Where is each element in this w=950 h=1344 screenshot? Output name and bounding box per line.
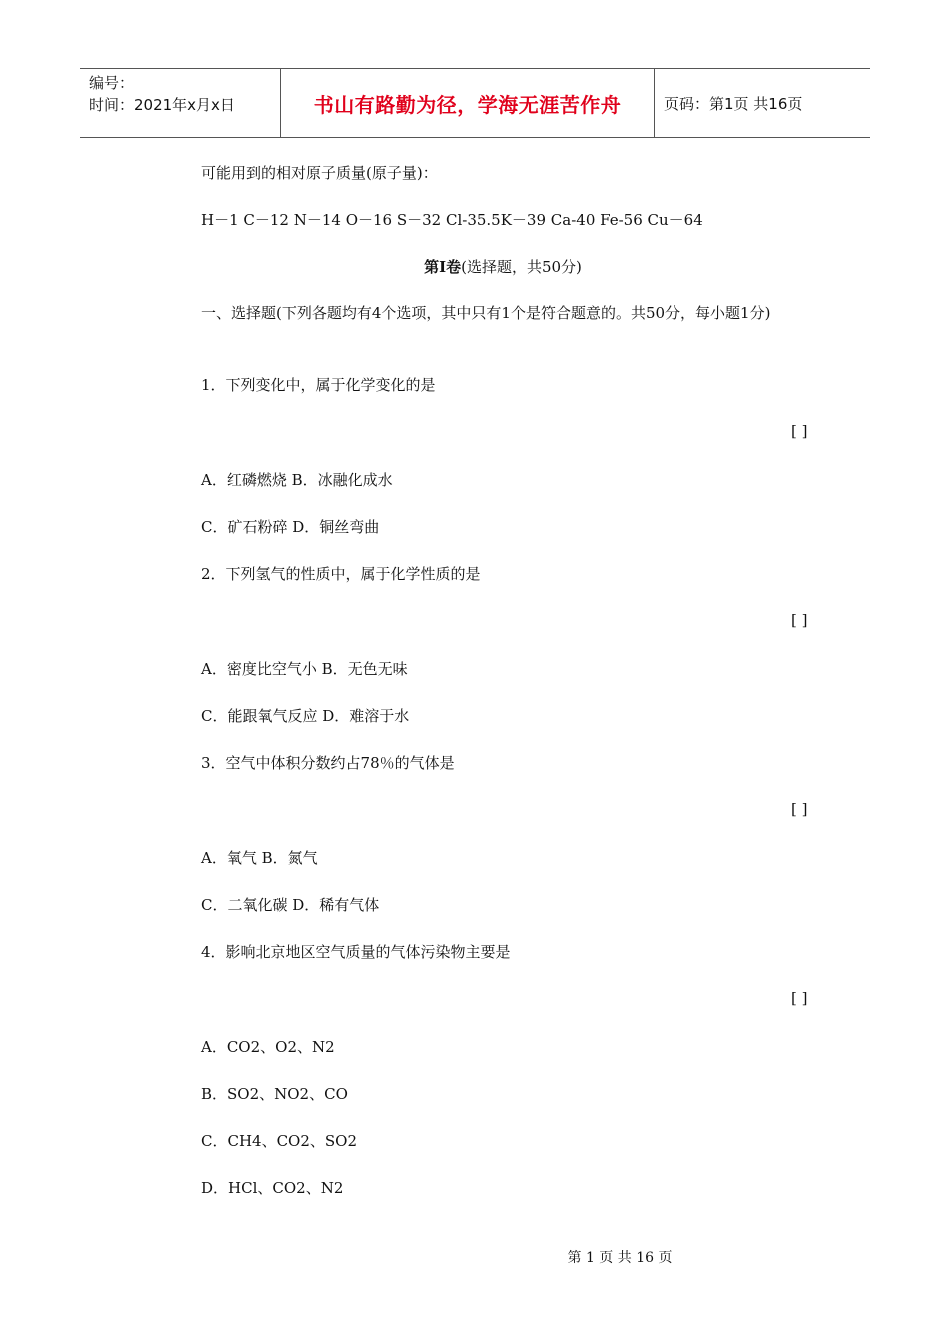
question-option: C．CH4、CO2、SO2: [201, 1132, 358, 1150]
page-header: [80, 68, 870, 138]
page-footer: 第 1 页 共 16 页: [567, 1250, 673, 1266]
question-option: A．密度比空气小 B．无色无味: [201, 660, 408, 678]
answer-bracket: [ ]: [791, 800, 808, 818]
question-option: D．HCl、CO2、N2: [201, 1179, 344, 1197]
page-number-label: 页码：第1页 共16页: [664, 94, 803, 113]
date-label: 时间：2021年x月x日: [89, 96, 235, 114]
question-option: A．CO2、O2、N2: [201, 1038, 335, 1056]
answer-bracket: [ ]: [791, 422, 808, 440]
header-left-cell: [80, 69, 280, 137]
question-stem: 4．影响北京地区空气质量的气体污染物主要是: [201, 943, 511, 961]
section-title-rest: (选择题，共50分): [461, 258, 582, 276]
number-label: 编号：: [89, 74, 135, 92]
question-option: B．SO2、NO2、CO: [201, 1085, 348, 1103]
question-option: C．能跟氧气反应 D．难溶于水: [201, 707, 410, 725]
question-stem: 3．空气中体积分数约占78％的气体是: [201, 754, 455, 772]
answer-bracket: [ ]: [791, 989, 808, 1007]
section-title: [0, 256, 950, 277]
question-stem: 2．下列氢气的性质中，属于化学性质的是: [201, 565, 481, 583]
motto-banner: 书山有路勤为径，学海无涯苦作舟: [280, 69, 655, 137]
question-option: A．红磷燃烧 B．冰融化成水: [201, 471, 393, 489]
question-stem: 1．下列变化中，属于化学变化的是: [201, 376, 436, 394]
question-option: A．氧气 B．氮气: [201, 849, 318, 867]
atomic-mass-label: 可能用到的相对原子质量(原子量)：: [201, 164, 438, 182]
question-option: C．矿石粉碎 D．铜丝弯曲: [201, 518, 380, 536]
instructions: 一、选择题(下列各题均有4个选项，其中只有1个是符合题意的。共50分，每小题1分): [201, 304, 771, 322]
atomic-mass-values: H－1 C－12 N－14 O－16 S－32 Cl-35.5K－39 Ca-40 Fe-56 Cu－64: [201, 211, 703, 229]
question-option: C．二氧化碳 D．稀有气体: [201, 896, 380, 914]
section-title-bold: 第Ⅰ卷: [424, 258, 462, 276]
answer-bracket: [ ]: [791, 611, 808, 629]
